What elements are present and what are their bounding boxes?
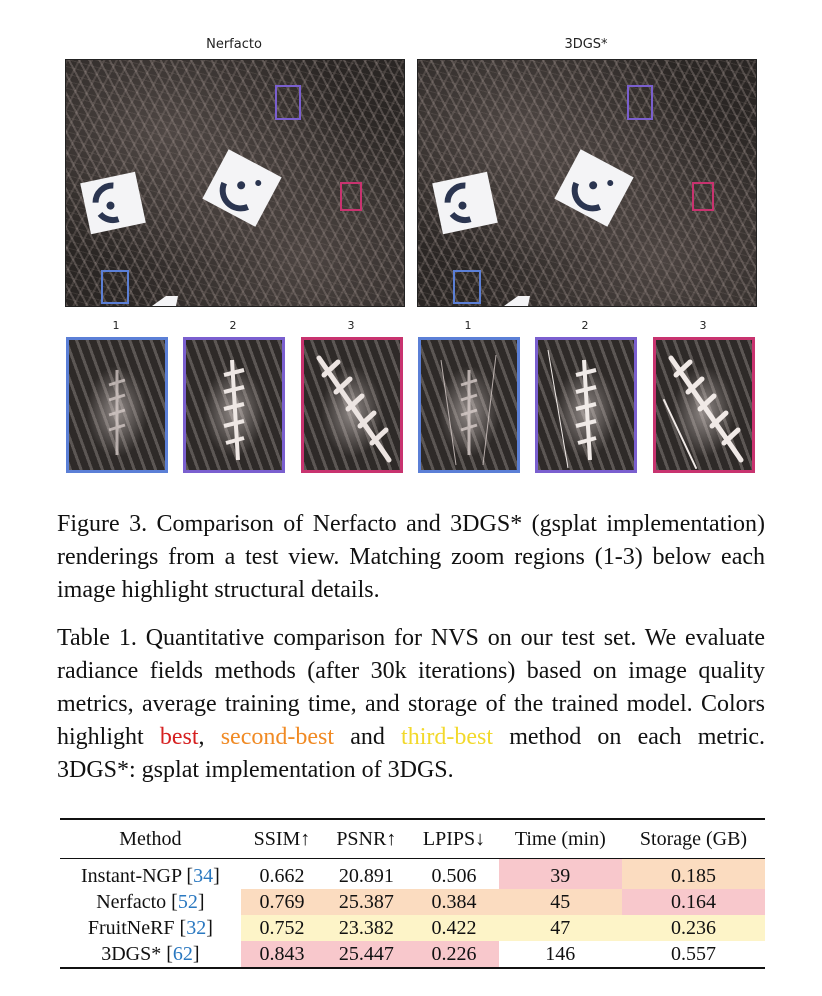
legend-second-best: second-best (220, 724, 335, 750)
psnr-cell: 25.387 (323, 889, 409, 915)
lpips-cell: 0.226 (410, 941, 499, 968)
header-ssim: SSIM↑ (253, 827, 311, 850)
header-time: Time (min) (514, 827, 606, 850)
zoom-region-1-box (101, 270, 129, 304)
legend-best: best (159, 724, 199, 750)
nerfacto-rendering (65, 59, 405, 307)
table-header-row (60, 819, 765, 859)
3dgs-rendering (417, 59, 757, 307)
method-name: Nerfacto (96, 890, 167, 913)
time-cell: 146 (545, 942, 576, 965)
storage-cell: 0.557 (671, 942, 716, 965)
zoom-region-1-box (453, 270, 481, 304)
zoom-label-3: 3 (699, 319, 707, 332)
ssim-cell: 0.769 (241, 889, 323, 915)
table-row (60, 915, 765, 941)
table-row (60, 889, 765, 915)
calibration-target-center (554, 149, 633, 227)
figure-caption: Figure 3. Comparison of Nerfacto and 3DGS* (gsplat implementation) renderings from a test view. Matching zoom regions (1-3) below each image highlight structural details. (57, 511, 765, 603)
lpips-cell: 0.506 (431, 864, 477, 887)
header-storage: Storage (GB) (639, 827, 748, 850)
results-table (60, 818, 765, 969)
table-row (60, 941, 765, 968)
psnr-cell: 20.891 (338, 864, 394, 887)
citation-link[interactable]: 34 (193, 864, 214, 887)
calibration-target-left (432, 172, 498, 235)
psnr-cell: 25.447 (323, 941, 409, 968)
zoom-region-2-box (275, 85, 301, 120)
table-caption-tail: method on each metric. 3DGS*: gsplat implementation of 3DGS. (57, 724, 766, 783)
header-lpips: LPIPS↓ (422, 827, 486, 850)
method-name: FruitNeRF (87, 916, 175, 939)
ssim-cell: 0.662 (259, 864, 305, 887)
ssim-cell: 0.752 (241, 915, 323, 941)
method-cell: Instant-NGP [34] (81, 864, 220, 887)
nerfacto-zoom-1 (66, 337, 168, 473)
nerfacto-zoom-2 (183, 337, 285, 473)
zoom-label-1: 1 (464, 319, 472, 332)
zoom-label-1: 1 (112, 319, 120, 332)
calibration-target-left (80, 172, 146, 235)
method-name: Instant-NGP (81, 864, 182, 887)
storage-cell: 0.185 (622, 859, 765, 890)
3dgs-zoom-1 (418, 337, 520, 473)
table-row (60, 859, 765, 890)
citation-link[interactable]: 32 (186, 916, 207, 939)
time-cell: 45 (499, 889, 622, 915)
lpips-cell: 0.422 (410, 915, 499, 941)
method-cell: Nerfacto [52] (96, 890, 205, 913)
zoom-region-3-box (340, 182, 362, 211)
time-cell: 47 (499, 915, 622, 941)
zoom-region-3-box (692, 182, 714, 211)
table-caption-lead: Table 1. Quantitative comparison for NVS on our test set. We evaluate radiance fields methods (after 30k iterations) based on image quality metrics, average training time, and storage of the trained model. Colors highlight (57, 625, 765, 750)
panel-title-nerfacto: Nerfacto (206, 37, 262, 52)
method-cell: FruitNeRF [32] (87, 916, 213, 939)
citation-link[interactable]: 62 (172, 942, 193, 965)
lpips-cell: 0.384 (410, 889, 499, 915)
storage-cell: 0.164 (622, 889, 765, 915)
3dgs-zoom-2 (535, 337, 637, 473)
legend-separator: , (198, 724, 205, 750)
table-caption (57, 622, 765, 787)
legend-and: and (350, 724, 385, 750)
legend-third-best: third-best (401, 724, 494, 750)
header-psnr: PSNR↑ (336, 827, 397, 850)
3dgs-zoom-3 (653, 337, 755, 473)
psnr-cell: 23.382 (323, 915, 409, 941)
time-cell: 39 (499, 859, 622, 890)
method-cell: 3DGS* [62] (101, 942, 200, 965)
ssim-cell: 0.843 (241, 941, 323, 968)
storage-cell: 0.236 (622, 915, 765, 941)
panel-title-3dgs: 3DGS* (564, 37, 608, 52)
method-name: 3DGS* (101, 942, 162, 965)
zoom-label-2: 2 (581, 319, 589, 332)
zoom-label-2: 2 (229, 319, 237, 332)
nerfacto-zoom-3 (301, 337, 403, 473)
citation-link[interactable]: 52 (177, 890, 198, 913)
header-method: Method (119, 827, 182, 850)
zoom-region-2-box (627, 85, 653, 120)
calibration-target-center (202, 149, 281, 227)
zoom-label-3: 3 (347, 319, 355, 332)
